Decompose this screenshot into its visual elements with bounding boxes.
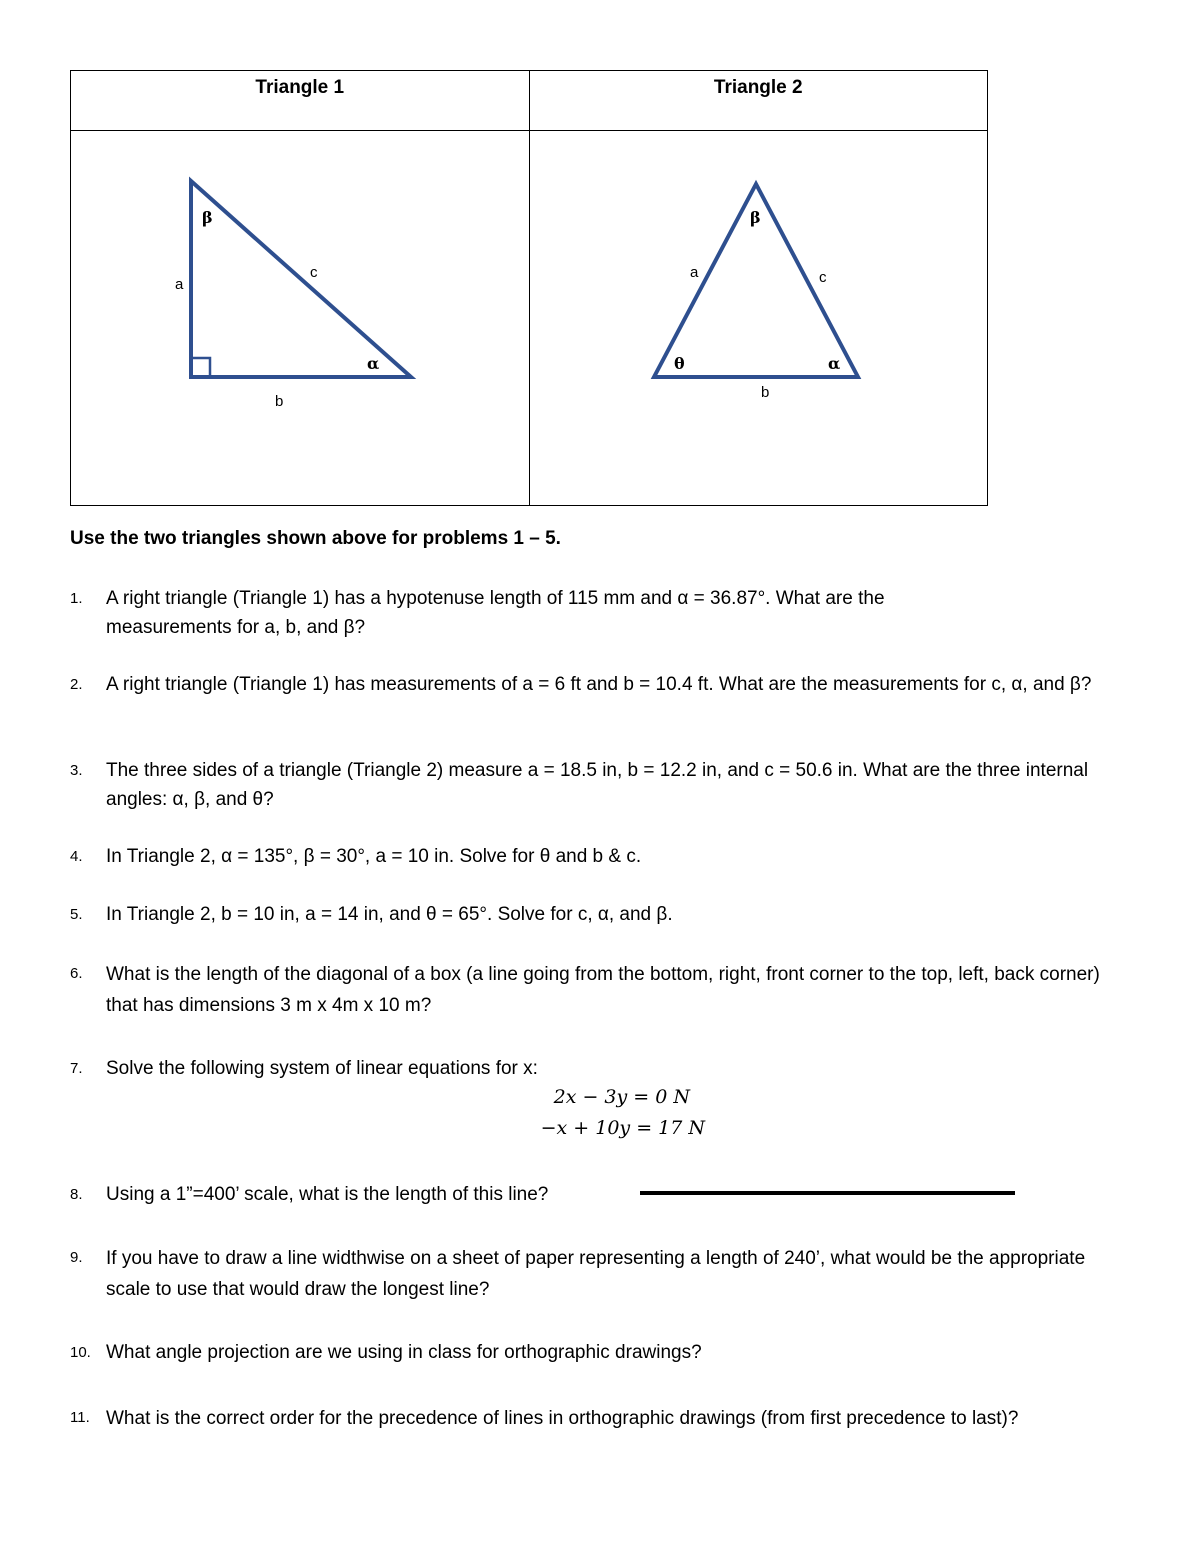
triangle-1-cell xyxy=(71,131,530,506)
problem-11 xyxy=(70,1403,1140,1434)
header-triangle-1: Triangle 1 xyxy=(71,71,530,131)
problem-text: What is the correct order for the precedence of lines in orthographic drawings (from first precedence to last)? xyxy=(106,1408,1019,1429)
triangle-1-figure xyxy=(71,131,530,505)
problem-4 xyxy=(70,842,1140,871)
triangle-1-alpha-label: α xyxy=(367,354,380,373)
problem-number: 4. xyxy=(70,848,83,865)
problem-1 xyxy=(70,584,1140,642)
triangle-2-beta-label: β xyxy=(749,208,761,227)
triangles-table xyxy=(70,70,988,506)
problem-text: A right triangle (Triangle 1) has a hypotenuse length of 115 mm and α = 36.87°. What are the measurements for a, b, and β? xyxy=(106,588,885,638)
triangle-2-theta-label: θ xyxy=(673,354,685,373)
triangle-1-a-label: a xyxy=(175,276,184,293)
triangle-2-figure xyxy=(530,131,989,505)
problem-6 xyxy=(70,959,1140,1021)
problem-text: What angle projection are we using in class for orthographic drawings? xyxy=(106,1342,702,1363)
problem-text: Using a 1”=400’ scale, what is the length of this line? xyxy=(106,1184,549,1205)
triangle-2-b-label: b xyxy=(760,384,769,401)
problem-number: 6. xyxy=(70,965,83,982)
triangle-1-c-label: c xyxy=(310,264,318,281)
problem-3 xyxy=(70,756,1140,814)
problem-text: The three sides of a triangle (Triangle 2) measure a = 18.5 in, b = 12.2 in, and c = 50.6 in. What are the three internal angles: α, β, and θ? xyxy=(106,760,1089,810)
problem-number: 5. xyxy=(70,906,83,923)
problem-7 xyxy=(70,1054,1140,1083)
triangle-2-cell xyxy=(529,131,988,506)
problem-number: 1. xyxy=(70,590,83,607)
right-angle-marker xyxy=(191,358,210,377)
triangle-2-alpha-label: α xyxy=(827,354,840,373)
problem-number: 2. xyxy=(70,676,83,693)
problem-text: A right triangle (Triangle 1) has measurements of a = 6 ft and b = 10.4 ft. What are the measurements for c, α, and β? xyxy=(106,674,1092,695)
triangle-1-shape xyxy=(191,181,411,377)
problem-number: 8. xyxy=(70,1186,83,1203)
triangle-1-b-label: b xyxy=(275,393,284,410)
problem-text: If you have to draw a line widthwise on a sheet of paper representing a length of 240’, what would be the appropriate scale to use that would draw the longest line? xyxy=(106,1248,1086,1300)
triangle-2-c-label: c xyxy=(818,269,826,286)
problem-text: Solve the following system of linear equations for x: xyxy=(106,1058,538,1079)
instructions: Use the two triangles shown above for problems 1 – 5. xyxy=(70,528,561,549)
header-triangle-2: Triangle 2 xyxy=(529,71,988,131)
problem-5 xyxy=(70,900,1140,929)
scale-measure-line xyxy=(640,1191,1015,1195)
triangle-1-beta-label: β xyxy=(202,208,213,227)
problem-number: 11. xyxy=(70,1409,90,1426)
problem-number: 9. xyxy=(70,1249,83,1266)
equation-1: 2x − 3y = 0 N xyxy=(553,1086,690,1108)
triangle-2-a-label: a xyxy=(689,264,698,281)
problem-number: 3. xyxy=(70,762,83,779)
problem-text: What is the length of the diagonal of a box (a line going from the bottom, right, front corner to the top, left, back corner) that has dimensions 3 m x 4m x 10 m? xyxy=(106,964,1100,1016)
problem-9 xyxy=(70,1243,1140,1305)
problem-number: 10. xyxy=(70,1344,91,1361)
problem-2 xyxy=(70,670,1140,699)
problem-10 xyxy=(70,1338,1140,1367)
problem-number: 7. xyxy=(70,1060,83,1077)
problem-text: In Triangle 2, b = 10 in, a = 14 in, and θ = 65°. Solve for c, α, and β. xyxy=(106,904,673,925)
equation-2: −x + 10y = 17 N xyxy=(540,1117,705,1139)
problem-text: In Triangle 2, α = 135°, β = 30°, a = 10 in. Solve for θ and b & c. xyxy=(106,846,642,867)
